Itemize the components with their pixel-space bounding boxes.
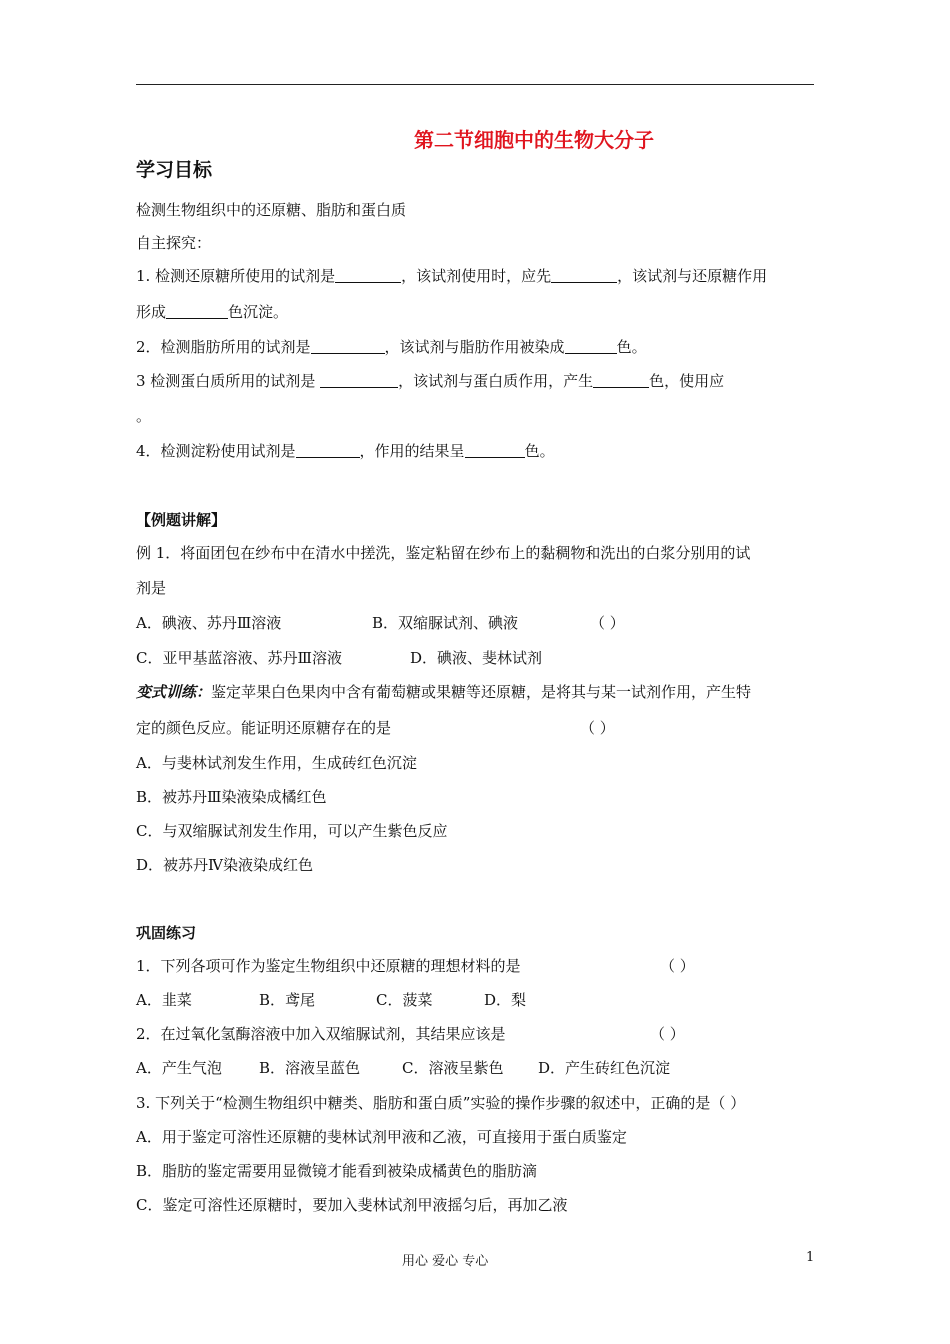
goal-text: 检测生物组织中的还原糖、脂肪和蛋白质 xyxy=(136,201,407,219)
variant-line-1: 变式训练：鉴定苹果白色果肉中含有葡萄糖或果糖等还原糖，是将其与某一试剂作用，产生特 xyxy=(136,683,752,701)
practice-1: 1．下列各项可作为鉴定生物组织中还原糖的理想材料的是 xyxy=(136,957,521,975)
example-1-line-1: 例 1．将面团包在纱布中在清水中搓洗，鉴定粘留在纱布上的黏稠物和洗出的白浆分别用的试 xyxy=(136,544,751,562)
example-1-answer-paren: （ ） xyxy=(590,614,625,632)
question-3-cont: 。 xyxy=(136,407,152,425)
example-heading: 【例题讲解】 xyxy=(136,511,227,529)
variant-option-d: D．被苏丹Ⅳ染液染成红色 xyxy=(136,856,314,874)
answer-blank xyxy=(565,339,617,354)
answer-blank xyxy=(166,304,228,319)
practice-3: 3. 下列关于“检测生物组织中糖类、脂肪和蛋白质”实验的操作步骤的叙述中，正确的是（ ） xyxy=(136,1094,746,1112)
answer-blank xyxy=(335,268,401,283)
variant-line-2: 定的颜色反应。能证明还原糖存在的是 xyxy=(136,719,392,737)
answer-blank xyxy=(593,373,649,388)
page-number: 1 xyxy=(806,1250,815,1265)
practice-1-option-d: D．梨 xyxy=(484,991,527,1009)
question-3: 3 检测蛋白质所用的试剂是 ，该试剂与蛋白质作用，产生 色，使用应 xyxy=(136,372,725,390)
answer-blank xyxy=(296,443,360,458)
header-rule xyxy=(136,84,814,85)
answer-blank xyxy=(465,443,525,458)
goal-heading: 学习目标 xyxy=(136,159,213,181)
answer-blank xyxy=(311,339,385,354)
practice-3-option-b: B．脂肪的鉴定需要用显微镜才能看到被染成橘黄色的脂肪滴 xyxy=(136,1162,538,1180)
practice-1-option-b: B．鸢尾 xyxy=(259,991,316,1009)
example-1-option-b: B．双缩脲试剂、碘液 xyxy=(372,614,519,632)
variant-label: 变式训练： xyxy=(136,683,212,701)
practice-3-option-c: C．鉴定可溶性还原糖时，要加入斐林试剂甲液摇匀后，再加乙液 xyxy=(136,1196,568,1214)
example-1-line-2: 剂是 xyxy=(136,579,167,597)
answer-blank xyxy=(551,268,617,283)
practice-2-option-c: C．溶液呈紫色 xyxy=(402,1059,504,1077)
question-2: 2．检测脂肪所用的试剂是 ，该试剂与脂肪作用被染成 色。 xyxy=(136,338,647,356)
answer-blank xyxy=(320,373,398,388)
self-study-label: 自主探究： xyxy=(136,234,212,252)
practice-2-answer-paren: （ ） xyxy=(650,1025,685,1043)
page-title: 第二节细胞中的生物大分子 xyxy=(414,128,654,152)
practice-2: 2．在过氧化氢酶溶液中加入双缩脲试剂，其结果应该是 xyxy=(136,1025,506,1043)
practice-2-option-d: D．产生砖红色沉淀 xyxy=(538,1059,671,1077)
question-4: 4．检测淀粉使用试剂是 ，作用的结果呈 色。 xyxy=(136,442,555,460)
example-1-option-a: A．碘液、苏丹Ⅲ溶液 xyxy=(136,614,282,632)
practice-2-option-a: A．产生气泡 xyxy=(136,1059,222,1077)
practice-heading: 巩固练习 xyxy=(136,924,197,942)
practice-2-option-b: B．溶液呈蓝色 xyxy=(259,1059,361,1077)
practice-1-answer-paren: （ ） xyxy=(660,957,695,975)
example-1-option-d: D．碘液、斐林试剂 xyxy=(410,649,543,667)
practice-3-option-a: A．用于鉴定可溶性还原糖的斐林试剂甲液和乙液，可直接用于蛋白质鉴定 xyxy=(136,1128,627,1146)
practice-1-option-a: A．韭菜 xyxy=(136,991,192,1009)
variant-option-b: B．被苏丹Ⅲ染液染成橘红色 xyxy=(136,788,327,806)
practice-1-option-c: C．菠菜 xyxy=(376,991,433,1009)
question-1: 1. 检测还原糖所使用的试剂是 ，该试剂使用时，应先 ，该试剂与还原糖作用 xyxy=(136,267,768,285)
question-1-cont: 形成 色沉淀。 xyxy=(136,303,289,321)
variant-answer-paren: （ ） xyxy=(580,719,615,737)
footer-motto: 用心 爱心 专心 xyxy=(402,1254,489,1269)
example-1-option-c: C．亚甲基蓝溶液、苏丹Ⅲ溶液 xyxy=(136,649,342,667)
variant-option-c: C．与双缩脲试剂发生作用，可以产生紫色反应 xyxy=(136,822,448,840)
variant-option-a: A．与斐林试剂发生作用，生成砖红色沉淀 xyxy=(136,754,417,772)
